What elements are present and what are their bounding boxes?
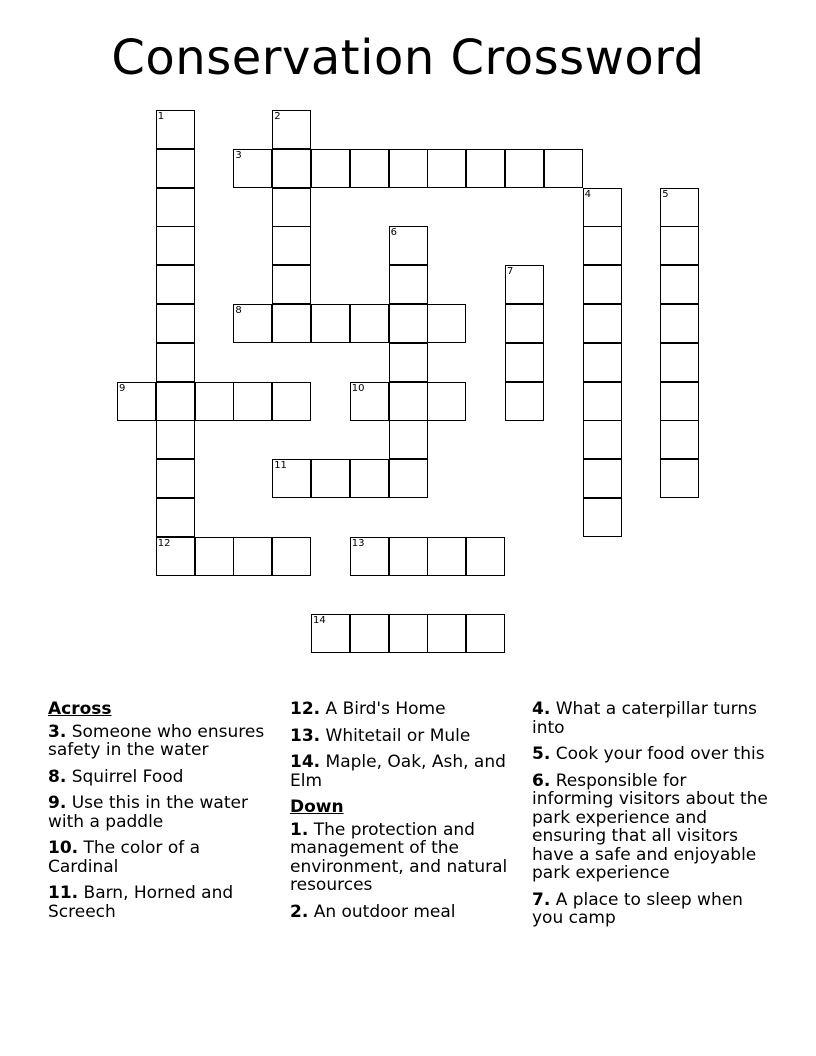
grid-cell[interactable] xyxy=(389,382,428,421)
clue-across-11: 11. Barn, Horned and Screech xyxy=(48,883,234,922)
grid-cell[interactable] xyxy=(350,537,389,576)
grid-cell[interactable] xyxy=(389,614,428,653)
grid-cell[interactable] xyxy=(660,226,699,265)
clues-column-3 xyxy=(532,700,772,936)
grid-cell[interactable] xyxy=(427,537,466,576)
grid-cell[interactable] xyxy=(389,149,428,188)
grid-cell[interactable] xyxy=(389,537,428,576)
grid-cell[interactable] xyxy=(350,614,389,653)
grid-cell[interactable] xyxy=(583,382,622,421)
grid-cell[interactable] xyxy=(272,226,311,265)
grid-cell[interactable] xyxy=(466,149,505,188)
grid-cell[interactable] xyxy=(233,382,272,421)
grid-cell[interactable] xyxy=(117,382,156,421)
grid-cell[interactable] xyxy=(583,498,622,537)
grid-cell[interactable] xyxy=(583,420,622,459)
grid-cell[interactable] xyxy=(583,188,622,227)
grid-cell[interactable] xyxy=(156,149,195,188)
cell-number: 9 xyxy=(119,382,126,394)
grid-cell[interactable] xyxy=(156,537,195,576)
grid-cell[interactable] xyxy=(156,420,195,459)
across-heading: Across xyxy=(48,699,112,719)
clue-across-9: 9. Use this in the water with a paddle xyxy=(48,793,248,832)
grid-cell[interactable] xyxy=(505,265,544,304)
grid-cell[interactable] xyxy=(427,149,466,188)
cell-number: 10 xyxy=(351,382,365,394)
grid-cell[interactable] xyxy=(156,382,195,421)
grid-cell[interactable] xyxy=(583,304,622,343)
grid-cell[interactable] xyxy=(427,304,466,343)
clues-column-1 xyxy=(48,700,270,929)
clue-across-8: 8. Squirrel Food xyxy=(48,766,184,787)
grid-cell[interactable] xyxy=(660,304,699,343)
grid-cell[interactable] xyxy=(583,265,622,304)
clue-down-6: 6. Responsible for informing visitors about the park experience and ensuring that all visitors have a safe and enjoyable park experience xyxy=(532,770,768,883)
clue-down-1: 1. The protection and management of the environment, and natural resources xyxy=(290,819,508,895)
grid-cell[interactable] xyxy=(583,226,622,265)
grid-cell[interactable] xyxy=(195,382,234,421)
grid-cell[interactable] xyxy=(389,420,428,459)
grid-cell[interactable] xyxy=(156,226,195,265)
grid-cell[interactable] xyxy=(544,149,583,188)
grid-cell[interactable] xyxy=(272,537,311,576)
down-heading: Down xyxy=(290,797,344,817)
grid-cell[interactable] xyxy=(311,614,350,653)
grid-cell[interactable] xyxy=(156,265,195,304)
cell-number: 3 xyxy=(235,149,242,161)
grid-cell[interactable] xyxy=(311,459,350,498)
grid-cell[interactable] xyxy=(272,110,311,149)
grid-cell[interactable] xyxy=(389,265,428,304)
clue-across-10: 10. The color of a Cardinal xyxy=(48,838,201,877)
grid-cell[interactable] xyxy=(233,537,272,576)
grid-cell[interactable] xyxy=(156,188,195,227)
grid-cell[interactable] xyxy=(389,226,428,265)
grid-cell[interactable] xyxy=(156,343,195,382)
grid-cell[interactable] xyxy=(505,149,544,188)
grid-cell[interactable] xyxy=(505,304,544,343)
grid-cell[interactable] xyxy=(311,304,350,343)
grid-cell[interactable] xyxy=(660,343,699,382)
clue-across-13: 13. Whitetail or Mule xyxy=(290,725,471,746)
grid-cell[interactable] xyxy=(505,382,544,421)
grid-cell[interactable] xyxy=(660,188,699,227)
clue-across-14: 14. Maple, Oak, Ash, and Elm xyxy=(290,752,506,791)
cell-number: 5 xyxy=(662,188,669,200)
grid-cell[interactable] xyxy=(427,614,466,653)
cell-number: 6 xyxy=(390,227,397,239)
clue-down-2: 2. An outdoor meal xyxy=(290,901,456,922)
grid-cell[interactable] xyxy=(660,420,699,459)
grid-cell[interactable] xyxy=(272,304,311,343)
grid-cell[interactable] xyxy=(583,343,622,382)
clue-down-5: 5. Cook your food over this xyxy=(532,744,765,764)
grid-cell[interactable] xyxy=(427,382,466,421)
grid-cell[interactable] xyxy=(466,614,505,653)
grid-cell[interactable] xyxy=(583,459,622,498)
grid-cell[interactable] xyxy=(350,304,389,343)
grid-cell[interactable] xyxy=(156,459,195,498)
cell-number: 14 xyxy=(313,615,326,627)
grid-cell[interactable] xyxy=(272,188,311,227)
grid-cell[interactable] xyxy=(156,110,195,149)
grid-cell[interactable] xyxy=(156,304,195,343)
grid-cell[interactable] xyxy=(660,265,699,304)
grid-cell[interactable] xyxy=(389,343,428,382)
cell-number: 13 xyxy=(351,537,365,549)
grid-cell[interactable] xyxy=(311,149,350,188)
grid-cell[interactable] xyxy=(389,304,428,343)
grid-cell[interactable] xyxy=(272,459,311,498)
grid-cell[interactable] xyxy=(660,382,699,421)
grid-cell[interactable] xyxy=(389,459,428,498)
cell-number: 1 xyxy=(157,111,165,122)
grid-cell[interactable] xyxy=(272,382,311,421)
clue-across-12: 12. A Bird's Home xyxy=(290,699,446,719)
cell-number: 11 xyxy=(274,460,287,472)
cell-number: 8 xyxy=(235,305,242,316)
grid-cell[interactable] xyxy=(350,382,389,421)
clues-column-2 xyxy=(290,700,515,929)
grid-cell[interactable] xyxy=(505,343,544,382)
grid-cell[interactable] xyxy=(233,149,272,188)
grid-cell[interactable] xyxy=(466,537,505,576)
cell-number: 12 xyxy=(157,537,171,549)
clue-down-4: 4. What a caterpillar turns into xyxy=(532,699,758,738)
cell-number: 7 xyxy=(507,266,514,278)
grid-cell[interactable] xyxy=(233,304,272,343)
grid-cell[interactable] xyxy=(660,459,699,498)
cell-number: 4 xyxy=(584,188,591,200)
grid-cell[interactable] xyxy=(350,149,389,188)
grid-cell[interactable] xyxy=(156,498,195,537)
grid-cell[interactable] xyxy=(272,265,311,304)
grid-cell[interactable] xyxy=(350,459,389,498)
grid-cell[interactable] xyxy=(272,149,311,188)
page-title: Conservation Crossword xyxy=(111,30,705,86)
clue-across-3: 3. Someone who ensures safety in the water xyxy=(48,721,265,760)
clue-down-7: 7. A place to sleep when you camp xyxy=(532,889,743,928)
cell-number: 2 xyxy=(274,111,281,122)
grid-cell[interactable] xyxy=(195,537,234,576)
